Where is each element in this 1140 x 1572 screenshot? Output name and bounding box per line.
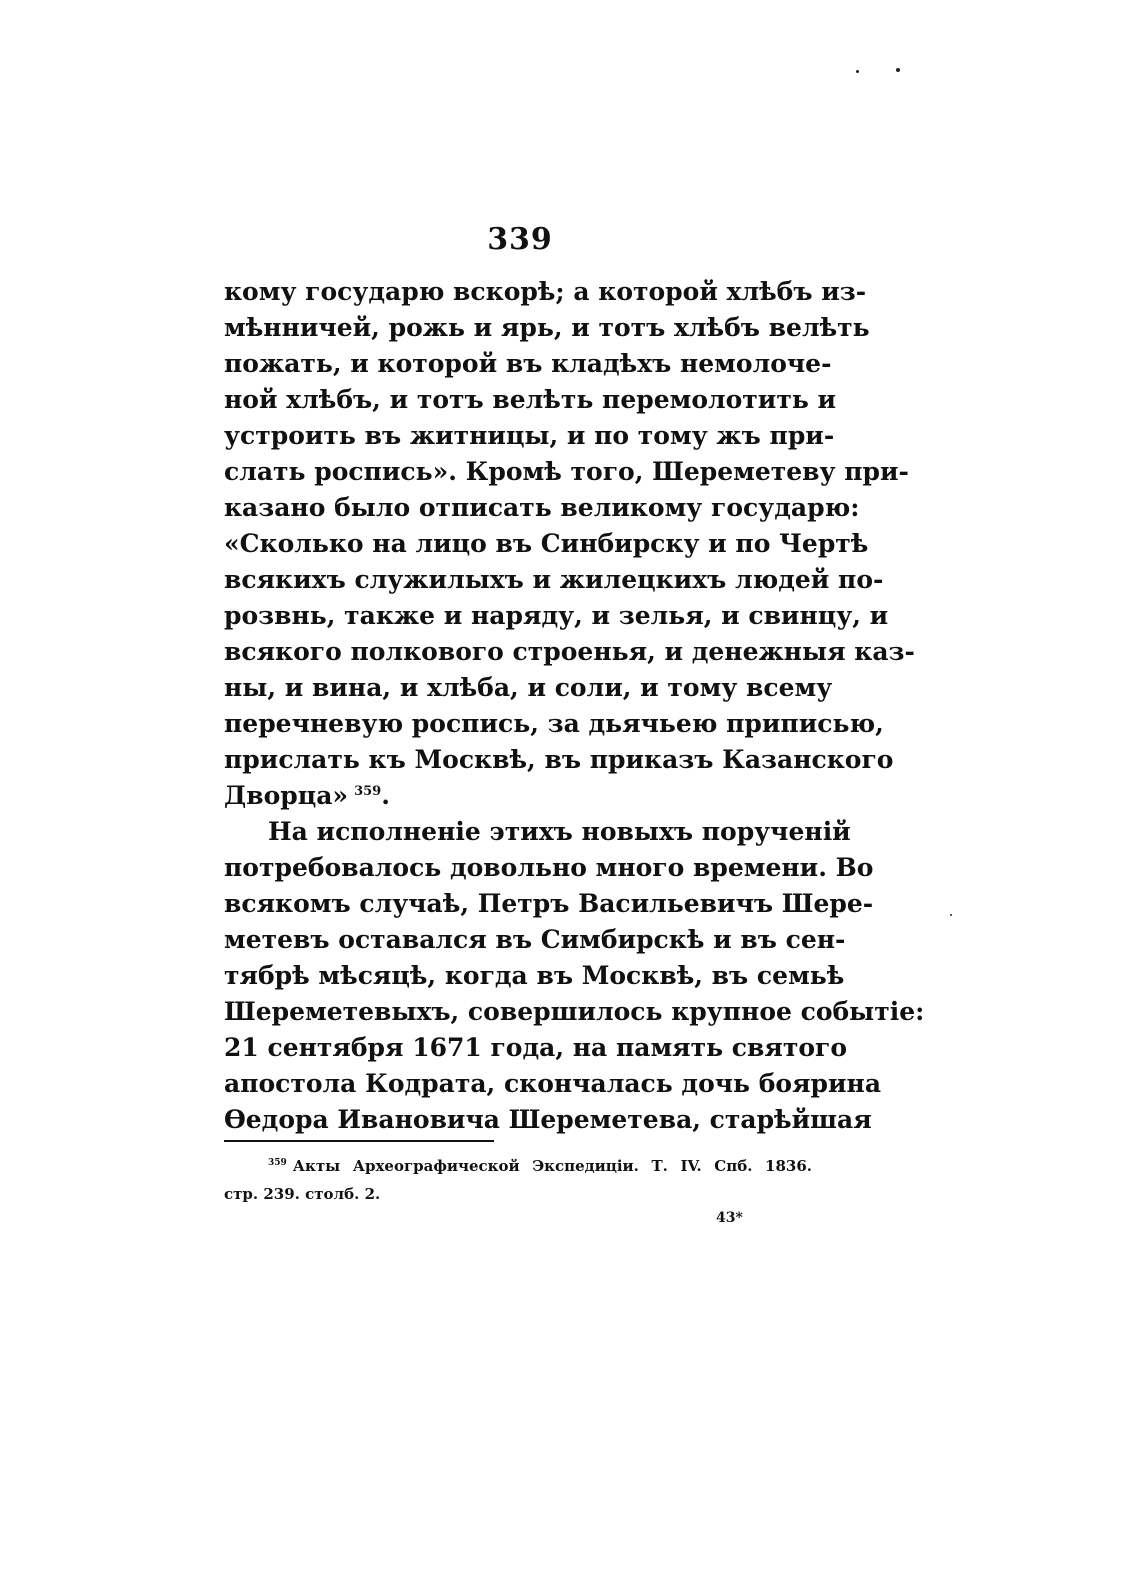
footnote xyxy=(224,1152,812,1208)
paragraph-end-line xyxy=(224,778,812,814)
text-line: Шереметевыхъ, совершилось крупное событіе: xyxy=(224,997,925,1026)
footnote-text: Акты Археографической Экспедиціи. Т. IV. Спб. 1836. xyxy=(292,1157,812,1175)
text-line: 21 сентября 1671 года, на память святого xyxy=(224,1033,848,1062)
text-line: метевъ оставался въ Симбирскѣ и въ сен- xyxy=(224,925,846,954)
text-line: кому государю вскорѣ; а которой хлѣбъ из- xyxy=(224,277,867,306)
footnote-line xyxy=(224,1152,812,1180)
scan-speck xyxy=(950,914,952,916)
scan-speck xyxy=(896,68,900,72)
page-number: 339 xyxy=(487,222,553,257)
footnote-line: стр. 239. столб. 2. xyxy=(224,1185,381,1203)
text-line: розвнь, также и наряду, и зелья, и свинцу, и xyxy=(224,601,889,630)
text-fragment: Дворца» xyxy=(224,781,349,810)
footnote-reference[interactable]: 359 xyxy=(354,783,382,799)
text-line: казано было отписать великому государю: xyxy=(224,493,860,522)
text-line: На исполненіе этихъ новыхъ порученій xyxy=(268,817,851,846)
text-line: тябрѣ мѣсяцѣ, когда въ Москвѣ, въ семьѣ xyxy=(224,961,845,990)
scan-speck xyxy=(856,70,859,73)
text-line: ны, и вина, и хлѣба, и соли, и тому всему xyxy=(224,673,833,702)
text-line: Ѳедора Ивановича Шереметева, старѣйшая xyxy=(224,1105,872,1134)
text-line: устроить въ житницы, и по тому жъ при- xyxy=(224,421,835,450)
text-line: всякого полкового строенья, и денежныя каз- xyxy=(224,637,915,666)
text-line: потребовалось довольно много времени. Во xyxy=(224,853,874,882)
text-line: мѣнничей, рожь и ярь, и тотъ хлѣбъ велѣть xyxy=(224,313,870,342)
text-line: всякихъ служилыхъ и жилецкихъ людей по- xyxy=(224,565,884,594)
text-line: «Сколько на лицо въ Синбирску и по Чертѣ xyxy=(224,529,869,558)
text-fragment: . xyxy=(381,781,390,810)
main-text xyxy=(224,274,925,1138)
footnote-divider xyxy=(224,1140,494,1142)
text-line: слать роспись». Кромѣ того, Шереметеву при- xyxy=(224,457,909,486)
text-line: апостола Кодрата, скончалась дочь боярина xyxy=(224,1069,882,1098)
signature-mark: 43* xyxy=(716,1210,743,1226)
text-line: перечневую роспись, за дьячьею приписью, xyxy=(224,709,884,738)
text-line: ной хлѣбъ, и тотъ велѣть перемолотить и xyxy=(224,385,837,414)
text-line: пожать, и которой въ кладѣхъ немолоче- xyxy=(224,349,832,378)
text-line: прислать къ Москвѣ, въ приказъ Казанского xyxy=(224,745,894,774)
footnote-number: 359 xyxy=(268,1158,287,1168)
text-line: всякомъ случаѣ, Петръ Васильевичъ Шере- xyxy=(224,889,874,918)
